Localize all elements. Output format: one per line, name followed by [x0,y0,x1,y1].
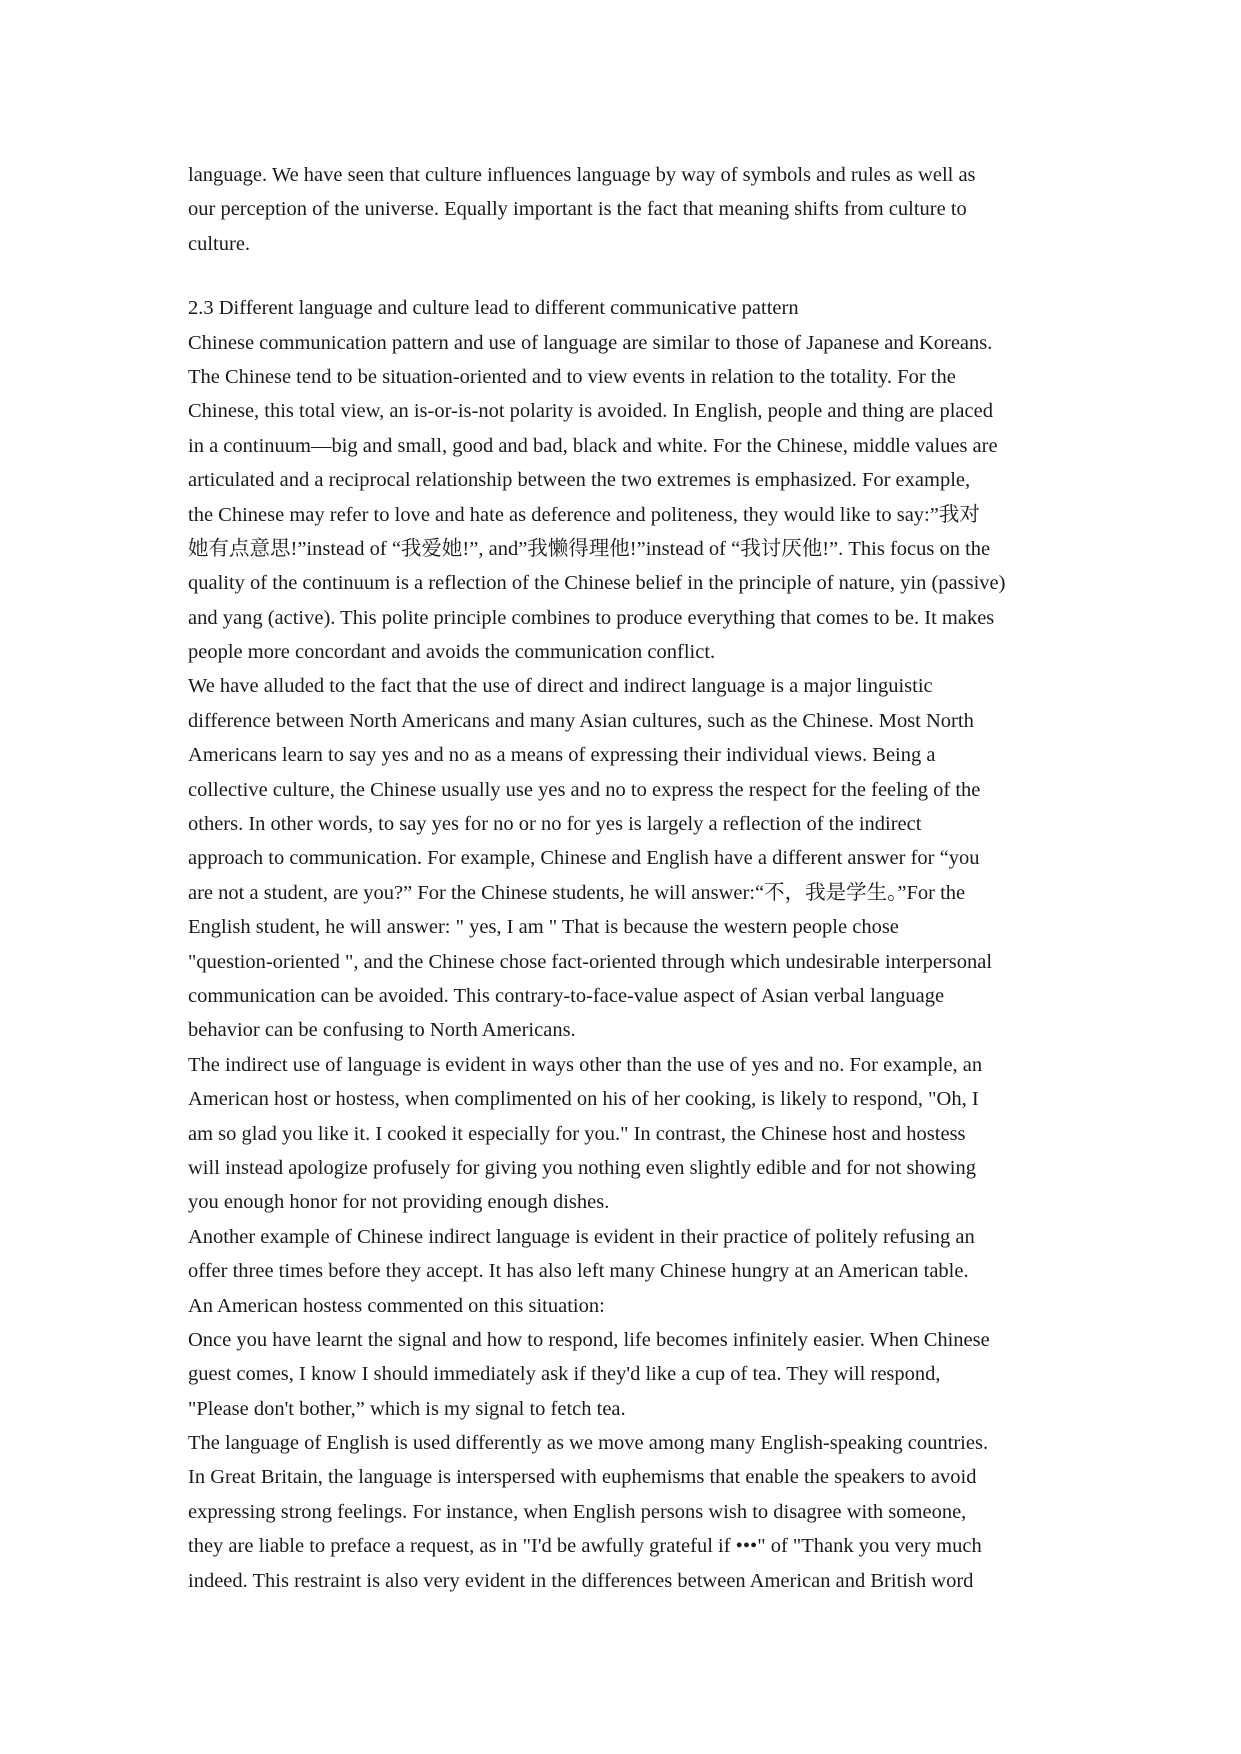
text-line: Chinese, this total view, an is-or-is-not polarity is avoided. In English, people and thing are placed [188,400,993,423]
text-line: in a continuum—big and small, good and bad, black and white. For the Chinese, middle values are [188,434,998,457]
text-line: In Great Britain, the language is interspersed with euphemisms that enable the speakers to avoid [188,1466,977,1489]
text-line: communication can be avoided. This contrary-to-face-value aspect of Asian verbal language [188,984,945,1007]
text-line: Chinese communication pattern and use of language are similar to those of Japanese and Koreans. [188,331,993,354]
paragraph-communication-pattern [188,326,1068,670]
text-line: American host or hostess, when complimented on his of her cooking, is likely to respond, "Oh, I [188,1088,979,1111]
text-line: you enough honor for not providing enough dishes. [188,1191,610,1214]
text-line: quality of the continuum is a reflection of the Chinese belief in the principle of nature, yin (passive) [188,572,1006,595]
text-line: articulated and a reciprocal relationship between the two extremes is emphasized. For example, [188,469,971,492]
text-line: they are liable to preface a request, as in "I'd be awfully grateful if •••" of "Thank you very much [188,1535,982,1558]
text-line: approach to communication. For example, Chinese and English have a different answer for “you [188,847,980,870]
text-line: 她有点意思!”instead of “我爱她!”, and”我懒得理他!”instead of “我讨厌他!”. This focus on the [188,537,991,560]
paragraph-intro [188,158,1068,261]
text-line: behavior can be confusing to North Americans. [188,1019,576,1042]
text-line: The language of English is used differently as we move among many English-speaking countries. [188,1432,989,1455]
text-line: indeed. This restraint is also very evident in the differences between American and British word [188,1569,974,1592]
paragraph-tea-quote [188,1323,1068,1426]
text-line: our perception of the universe. Equally important is the fact that meaning shifts from culture to [188,198,967,221]
text-line: are not a student, are you?” For the Chinese students, he will answer:“不，我是学生。”For the [188,881,966,904]
paragraph-direct-indirect [188,669,1068,1047]
text-line: difference between North Americans and many Asian cultures, such as the Chinese. Most North [188,709,974,732]
text-line: "Please don't bother,” which is my signal to fetch tea. [188,1397,626,1420]
text-line: guest comes, I know I should immediately ask if they'd like a cup of tea. They will respond, [188,1363,941,1386]
text-line: English student, he will answer: " yes, I am " That is because the western people chose [188,916,899,939]
text-line: offer three times before they accept. It has also left many Chinese hungry at an American table. [188,1260,969,1283]
text-line: An American hostess commented on this situation: [188,1294,605,1317]
text-line: The indirect use of language is evident in ways other than the use of yes and no. For example, an [188,1053,983,1076]
text-line: collective culture, the Chinese usually use yes and no to express the respect for the feeling of the [188,778,981,801]
text-line: We have alluded to the fact that the use of direct and indirect language is a major linguistic [188,675,933,698]
text-line: expressing strong feelings. For instance, when English persons wish to disagree with someone, [188,1500,967,1523]
text-line: The Chinese tend to be situation-oriented and to view events in relation to the totality. For the [188,365,956,388]
text-line: "question-oriented ", and the Chinese chose fact-oriented through which undesirable interpersonal [188,950,993,973]
paragraph-refusing [188,1220,1068,1323]
text-line: Once you have learnt the signal and how to respond, life becomes infinitely easier. When Chinese [188,1328,990,1351]
text-line: others. In other words, to say yes for no or no for yes is largely a reflection of the indirect [188,813,922,836]
paragraph-gap [188,261,1068,291]
paragraph-cooking [188,1048,1068,1220]
text-line: Americans learn to say yes and no as a means of expressing their individual views. Being a [188,744,936,767]
paragraph-british-english [188,1426,1068,1598]
document-body [188,158,1068,1598]
text-line: the Chinese may refer to love and hate as deference and politeness, they would like to say:”我对 [188,503,980,526]
text-line: and yang (active). This polite principle combines to produce everything that comes to be. It makes [188,606,995,629]
text-line: Another example of Chinese indirect language is evident in their practice of politely refusing an [188,1225,975,1248]
text-line: will instead apologize profusely for giving you nothing even slightly edible and for not showing [188,1156,976,1179]
section-heading: 2.3 Different language and culture lead to different communicative pattern [188,297,799,320]
text-line: culture. [188,232,251,255]
text-line: language. We have seen that culture influences language by way of symbols and rules as well as [188,164,976,186]
text-line: am so glad you like it. I cooked it especially for you." In contrast, the Chinese host and hostess [188,1122,966,1145]
text-line: people more concordant and avoids the communication conflict. [188,641,716,664]
